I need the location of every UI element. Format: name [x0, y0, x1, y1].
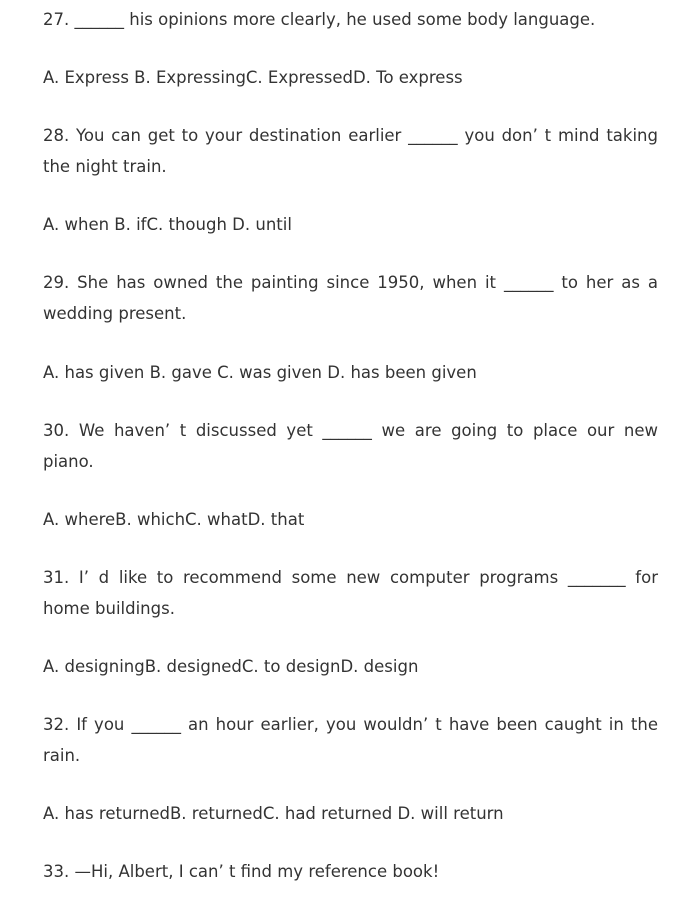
q30-stem-line2: piano.	[43, 452, 94, 471]
q30-stem-line1: 30. We haven’ t discussed yet ______ we are going to place our new	[43, 421, 658, 440]
q28-options: A. when B. ifC. though D. until	[43, 215, 292, 234]
q29-stem-line1: 29. She has owned the painting since 1950, when it ______ to her as a	[43, 273, 658, 292]
q28-stem-line2: the night train.	[43, 157, 167, 176]
q30-options: A. whereB. whichC. whatD. that	[43, 510, 305, 529]
q33-stem: 33. —Hi, Albert, I can’ t find my reference book!	[43, 862, 440, 881]
q29-stem-line2: wedding present.	[43, 304, 187, 323]
q32-options: A. has returnedB. returnedC. had returned D. will return	[43, 804, 504, 823]
q31-stem-line2: home buildings.	[43, 599, 175, 618]
q29-options: A. has given B. gave C. was given D. has been given	[43, 363, 477, 382]
q27-stem: 27. ______ his opinions more clearly, he used some body language.	[43, 10, 596, 29]
q31-options: A. designingB. designedC. to designD. design	[43, 657, 419, 676]
q27-options: A. Express B. ExpressingC. ExpressedD. To express	[43, 68, 463, 87]
q28-stem-line1: 28. You can get to your destination earlier ______ you don’ t mind taking	[43, 126, 658, 145]
q31-stem-line1: 31. I’ d like to recommend some new computer programs _______ for	[43, 568, 658, 587]
q32-stem-line2: rain.	[43, 746, 81, 765]
q32-stem-line1: 32. If you ______ an hour earlier, you wouldn’ t have been caught in the	[43, 715, 658, 734]
